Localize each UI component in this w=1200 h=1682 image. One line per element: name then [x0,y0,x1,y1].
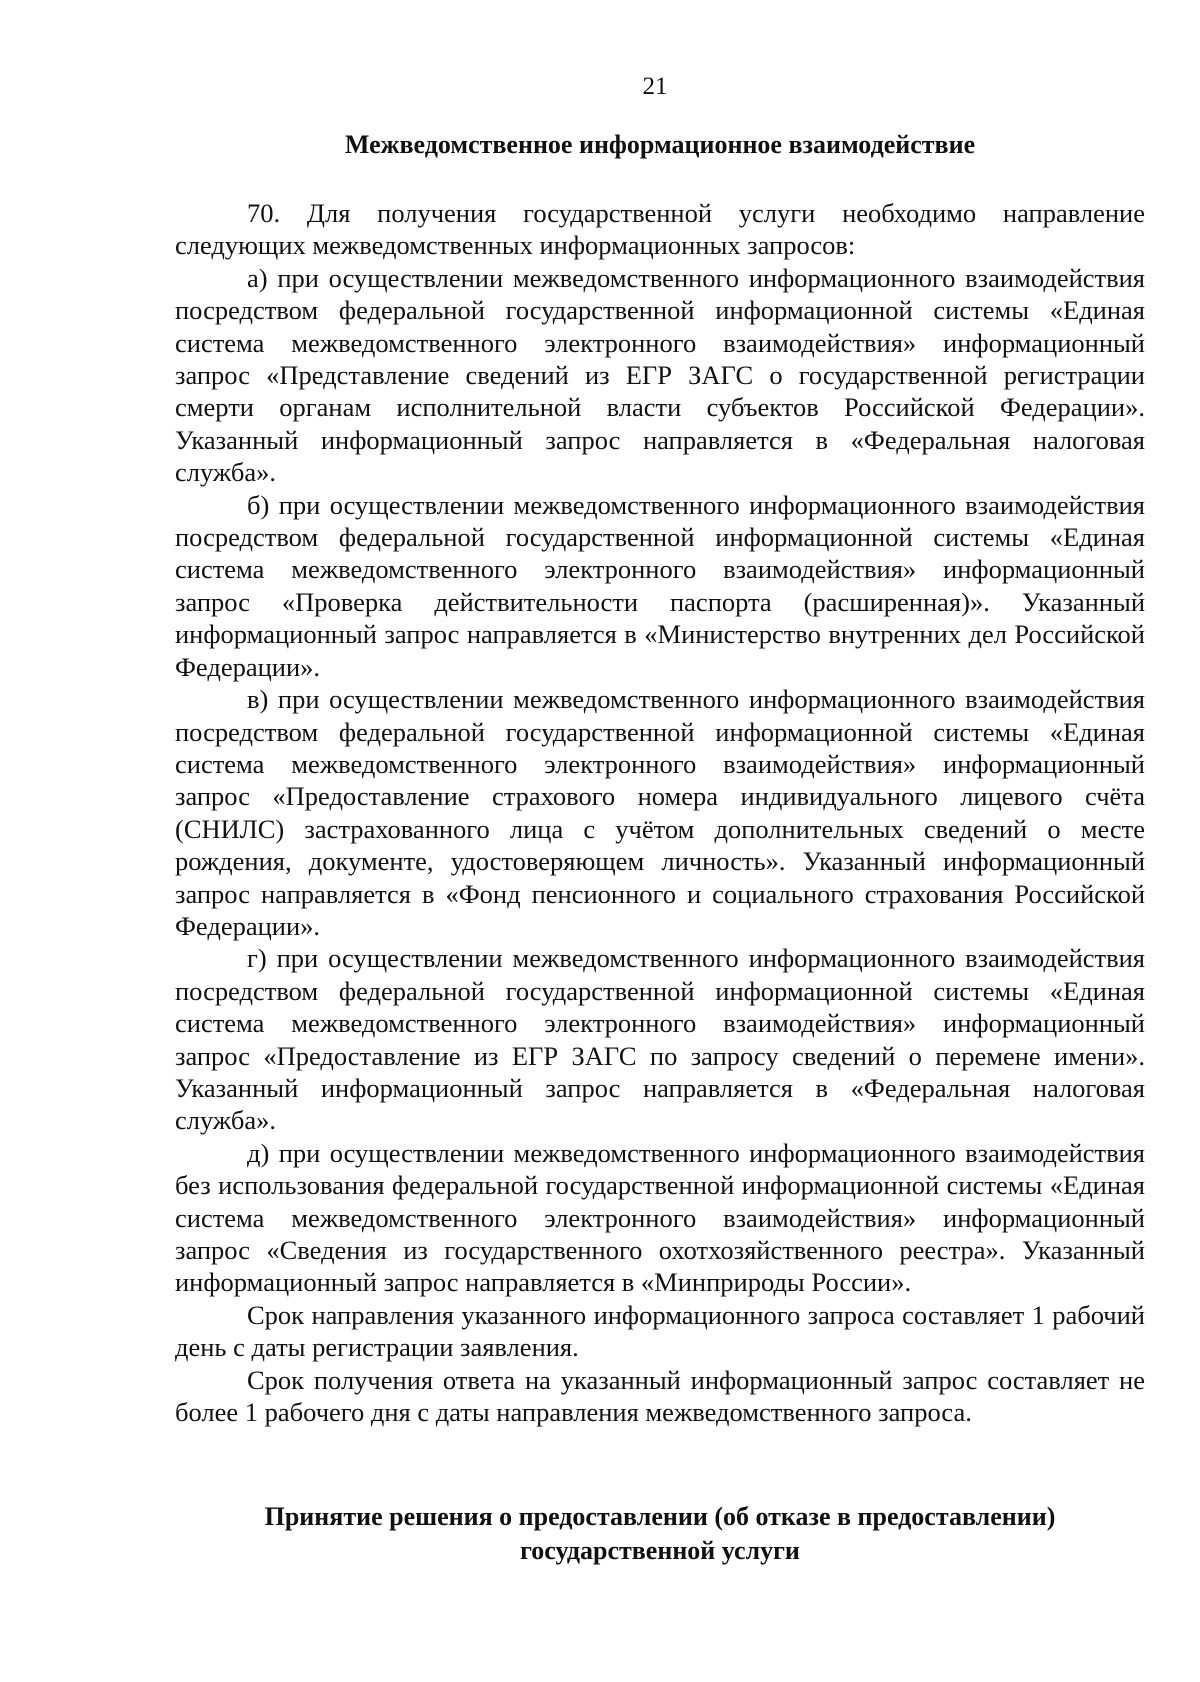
paragraph-70-intro: 70. Для получения государственной услуги необходимо направление следующих межведомственных информационных запросов: [175,198,1145,261]
paragraph-item-g: г) при осуществлении межведомственного информационного взаимодействия посредством федеральной государственной информационной системы «Единая система межведомственного электронного взаимодействия» информационный запрос «Предоставление из ЕГР ЗАГС по запросу сведений о перемене имени». Указанный информационный запрос направляется в «Федеральная налоговая служба». [175,943,1145,1136]
paragraph-item-d: д) при осуществлении межведомственного информационного взаимодействия без использования федеральной государственной информационной системы «Единая система межведомственного электронного взаимодействия» информационный запрос «Сведения из государственного охотхозяйственного реестра». Указанный информационный запрос направляется в «Минприроды России». [175,1137,1145,1298]
paragraph-item-a: а) при осуществлении межведомственного информационного взаимодействия посредством федеральной государственной информационной системы «Единая система межведомственного электронного взаимодействия» информационный запрос «Представление сведений из ЕГР ЗАГС о государственной регистрации смерти органам исполнительной власти субъектов Российской Федерации». Указанный информационный запрос направляется в «Федеральная налоговая служба». [175,262,1145,488]
next-section-heading-line-1: Принятие решения о предоставлении (об отказе в предоставлении) [264,1502,1056,1531]
paragraph-response-deadline: Срок получения ответа на указанный информационный запрос составляет не более 1 рабочего дня с даты направления межведомственного запроса. [175,1364,1145,1428]
section-heading: Межведомственное информационное взаимодействие [344,130,976,159]
page-number: 21 [642,73,668,100]
paragraph-request-deadline: Срок направления указанного информационного запроса составляет 1 рабочий день с даты регистрации заявления. [175,1299,1145,1363]
paragraph-item-v: в) при осуществлении межведомственного информационного взаимодействия посредством федеральной государственной информационной системы «Единая система межведомственного электронного взаимодействия» информационный запрос «Предоставление страхового номера индивидуального лицевого счёта (СНИЛС) застрахованного лица с учётом дополнительных сведений о месте рождения, документе, удостоверяющем личность». Указанный информационный запрос направляется в «Фонд пенсионного и социального страхования Российской Федерации». [175,684,1145,941]
paragraph-item-b: б) при осуществлении межведомственного информационного взаимодействия посредством федеральной государственной информационной системы «Единая система межведомственного электронного взаимодействия» информационный запрос «Проверка действительности паспорта (расширенная)». Указанный информационный запрос направляется в «Министерство внутренних дел Российской Федерации». [175,489,1145,682]
document-body [175,197,1145,1428]
next-section-heading [175,1500,1145,1568]
next-section-heading-line-2: государственной услуги [520,1536,800,1565]
